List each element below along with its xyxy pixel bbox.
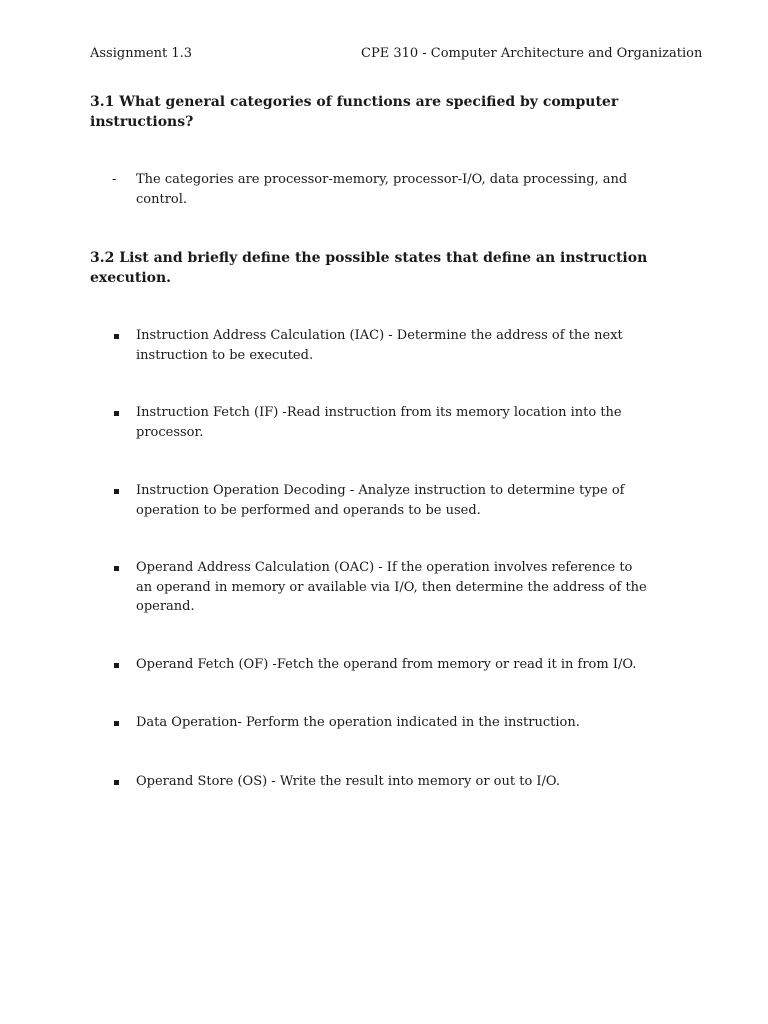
list-item [112,403,652,442]
list-item-text: Instruction Fetch (IF) -Read instruction from its memory location into the processor. [136,405,622,440]
list-item-text: Operand Store (OS) - Write the result into memory or out to I/O. [136,774,560,789]
header-course: CPE 310 - Computer Architecture and Organization [361,46,703,61]
dash-marker: - [112,172,117,187]
list-item-text: Operand Fetch (OF) -Fetch the operand from memory or read it in from I/O. [136,657,637,672]
list-item-text: Instruction Operation Decoding - Analyze instruction to determine type of operation to be performed and operands to be used. [136,483,625,518]
list-item [112,655,652,675]
bullet-square-icon [112,713,132,733]
answer-3-1 [112,170,652,209]
list-item [112,713,652,733]
bullet-square-icon [112,655,132,675]
list-item-text: Data Operation- Perform the operation indicated in the instruction. [136,715,580,730]
bullet-square-icon [112,772,132,792]
bullet-square-icon [112,403,132,423]
question-3-1: 3.1 What general categories of functions are specified by computer instructions? [90,94,619,130]
list-item [112,481,652,520]
list-item-text: Operand Address Calculation (OAC) - If the operation involves reference to an operand in memory or available via I/O, then determine the address of the operand. [136,560,647,614]
answer-3-1-text: The categories are processor-memory, processor-I/O, data processing, and control. [136,172,628,207]
question-3-2: 3.2 List and briefly define the possible states that define an instruction execution. [90,250,648,286]
list-item-text: Instruction Address Calculation (IAC) - Determine the address of the next instruction to be executed. [136,328,623,363]
list-item [112,772,652,792]
header-assignment: Assignment 1.3 [90,46,193,61]
bullet-square-icon [112,481,132,501]
bullet-square-icon [112,326,132,346]
list-item [112,558,652,617]
bullet-square-icon [112,558,132,578]
list-item [112,326,652,365]
